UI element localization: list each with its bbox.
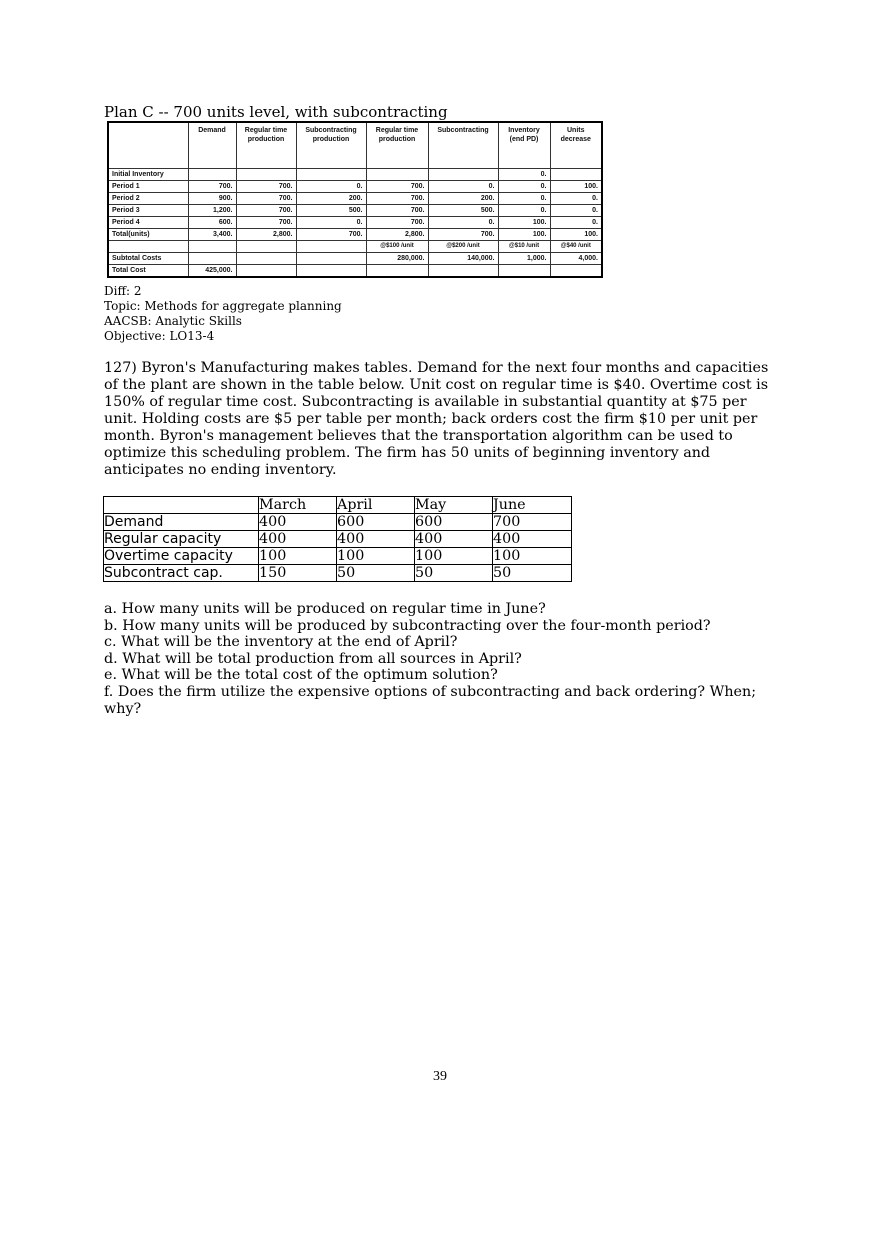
rate-cell: @$100 /unit [366,241,428,253]
table-row [108,241,602,253]
table-cell [366,169,428,181]
sub-questions-list [104,601,784,717]
table-cell: 700. [428,229,498,241]
header-cell: Subcontracting [428,122,498,169]
row-label: Demand [104,514,259,531]
capacity-table [103,496,572,582]
table-cell: 0. [498,205,550,217]
row-label: Subtotal Costs [108,253,188,265]
plan-c-table [107,121,603,278]
table-header-row [108,122,602,169]
table-cell [188,169,236,181]
header-cell: March [259,497,337,514]
table-row [108,205,602,217]
table-cell [428,265,498,278]
table-cell: 200. [296,193,366,205]
table-row [104,565,572,582]
table-cell: 100. [498,229,550,241]
header-cell: May [415,497,493,514]
table-cell: 0. [428,217,498,229]
table-cell: 100 [337,548,415,565]
header-cell: June [493,497,572,514]
row-label: Period 3 [108,205,188,217]
sub-question: a. How many units will be produced on regular time in June? [104,601,546,617]
topic-label: Topic: Methods for aggregate planning [104,299,342,313]
row-label: Regular capacity [104,531,259,548]
table-row [108,217,602,229]
table-cell [428,169,498,181]
header-cell: Inventory (end PD) [498,122,550,169]
table-cell: 4,000. [550,253,602,265]
table-cell [296,169,366,181]
table-cell: 425,000. [188,265,236,278]
header-cell: Regular time production [366,122,428,169]
table-cell [550,265,602,278]
table-cell: 700. [296,229,366,241]
difficulty-label: Diff: 2 [104,284,142,298]
sub-question: c. What will be the inventory at the end of April? [104,634,458,651]
table-cell [498,265,550,278]
table-cell: 600 [415,514,493,531]
header-cell: Demand [188,122,236,169]
table-cell [550,169,602,181]
row-label: Overtime capacity [104,548,259,565]
table-row [108,181,602,193]
table-cell [236,265,296,278]
table-cell: 150 [259,565,337,582]
table-row [108,193,602,205]
header-cell [104,497,259,514]
sub-question: f. Does the firm utilize the expensive options of subcontracting and back ordering? When; why? [104,683,757,717]
table-cell: 900. [188,193,236,205]
header-cell: Regular time production [236,122,296,169]
row-label: Period 2 [108,193,188,205]
table-cell: 0. [498,181,550,193]
table-cell: 0. [498,193,550,205]
table-cell: 100 [493,548,572,565]
table-cell: 0. [498,169,550,181]
table-cell [236,169,296,181]
table-cell [188,253,236,265]
sub-question: e. What will be the total cost of the optimum solution? [104,667,498,684]
table-cell: 280,000. [366,253,428,265]
table-cell: 100. [550,229,602,241]
aacsb-label: AACSB: Analytic Skills [104,314,242,328]
row-label: Subcontract cap. [104,565,259,582]
table-cell: 700. [236,217,296,229]
table-cell: 600. [188,217,236,229]
table-cell: 2,800. [366,229,428,241]
table-cell: 100. [550,181,602,193]
table-cell: 700. [366,205,428,217]
table-row [104,548,572,565]
table-cell: 100 [259,548,337,565]
sub-question: d. What will be total production from all sources in April? [104,650,522,667]
table-cell: 700. [366,193,428,205]
table-cell: 400 [415,531,493,548]
table-row [108,169,602,181]
row-label: Initial Inventory [108,169,188,181]
header-cell: Units decrease [550,122,602,169]
table-cell: 0. [550,217,602,229]
row-label [108,241,188,253]
table-cell: 700. [188,181,236,193]
table-cell: 400 [259,531,337,548]
plan-title: Plan C -- 700 units level, with subcontracting [104,103,448,121]
question-text: 127) Byron's Manufacturing makes tables. Demand for the next four months and capacities of the plant are shown in the table below. Unit cost on regular time is $40. Overtime cost is 150% of regular time cost. Subcontracting is available in substantial quantity at $75 per unit. Holding costs are $5 per table per month; back orders cost the firm $10 per unit per month. Byron's management believes that the transportation algorithm can be used to optimize this scheduling problem. The firm has 50 units of beginning inventory and anticipates no ending inventory. [104,360,769,478]
table-cell: 3,400. [188,229,236,241]
table-row [108,229,602,241]
header-cell: Subcontracting production [296,122,366,169]
table-row [108,265,602,278]
table-cell: 200. [428,193,498,205]
table-cell: 50 [337,565,415,582]
table-cell [236,253,296,265]
table-cell: 700. [366,181,428,193]
table-cell: 1,000. [498,253,550,265]
table-cell [296,241,366,253]
objective-label: Objective: LO13-4 [104,329,215,343]
rate-cell: @$200 /unit [428,241,498,253]
table-header-row [104,497,572,514]
row-label: Total(units) [108,229,188,241]
header-cell [108,122,188,169]
table-cell: 700. [236,205,296,217]
table-row [104,531,572,548]
table-cell: 1,200. [188,205,236,217]
table-cell: 700. [236,181,296,193]
table-cell: 0. [296,217,366,229]
table-cell: 700 [493,514,572,531]
rate-cell: @$40 /unit [550,241,602,253]
page-number: 39 [433,1069,447,1084]
row-label: Period 4 [108,217,188,229]
table-cell [236,241,296,253]
table-cell: 500. [428,205,498,217]
table-cell [366,265,428,278]
sub-question: b. How many units will be produced by subcontracting over the four-month period? [104,617,711,634]
rate-cell: @$10 /unit [498,241,550,253]
table-cell: 50 [415,565,493,582]
table-cell: 0. [550,193,602,205]
table-cell [296,253,366,265]
table-cell: 0. [428,181,498,193]
table-cell: 700. [236,193,296,205]
header-cell: April [337,497,415,514]
table-cell: 700. [366,217,428,229]
table-cell: 400 [259,514,337,531]
table-cell: 100 [415,548,493,565]
table-row [108,253,602,265]
row-label: Period 1 [108,181,188,193]
table-cell: 50 [493,565,572,582]
table-cell: 600 [337,514,415,531]
table-cell: 400 [337,531,415,548]
table-cell: 0. [550,205,602,217]
table-cell: 140,000. [428,253,498,265]
table-cell: 2,800. [236,229,296,241]
table-cell [296,265,366,278]
table-cell: 400 [493,531,572,548]
table-cell: 0. [296,181,366,193]
table-cell: 500. [296,205,366,217]
table-row [104,514,572,531]
table-cell [188,241,236,253]
row-label: Total Cost [108,265,188,278]
table-cell: 100. [498,217,550,229]
